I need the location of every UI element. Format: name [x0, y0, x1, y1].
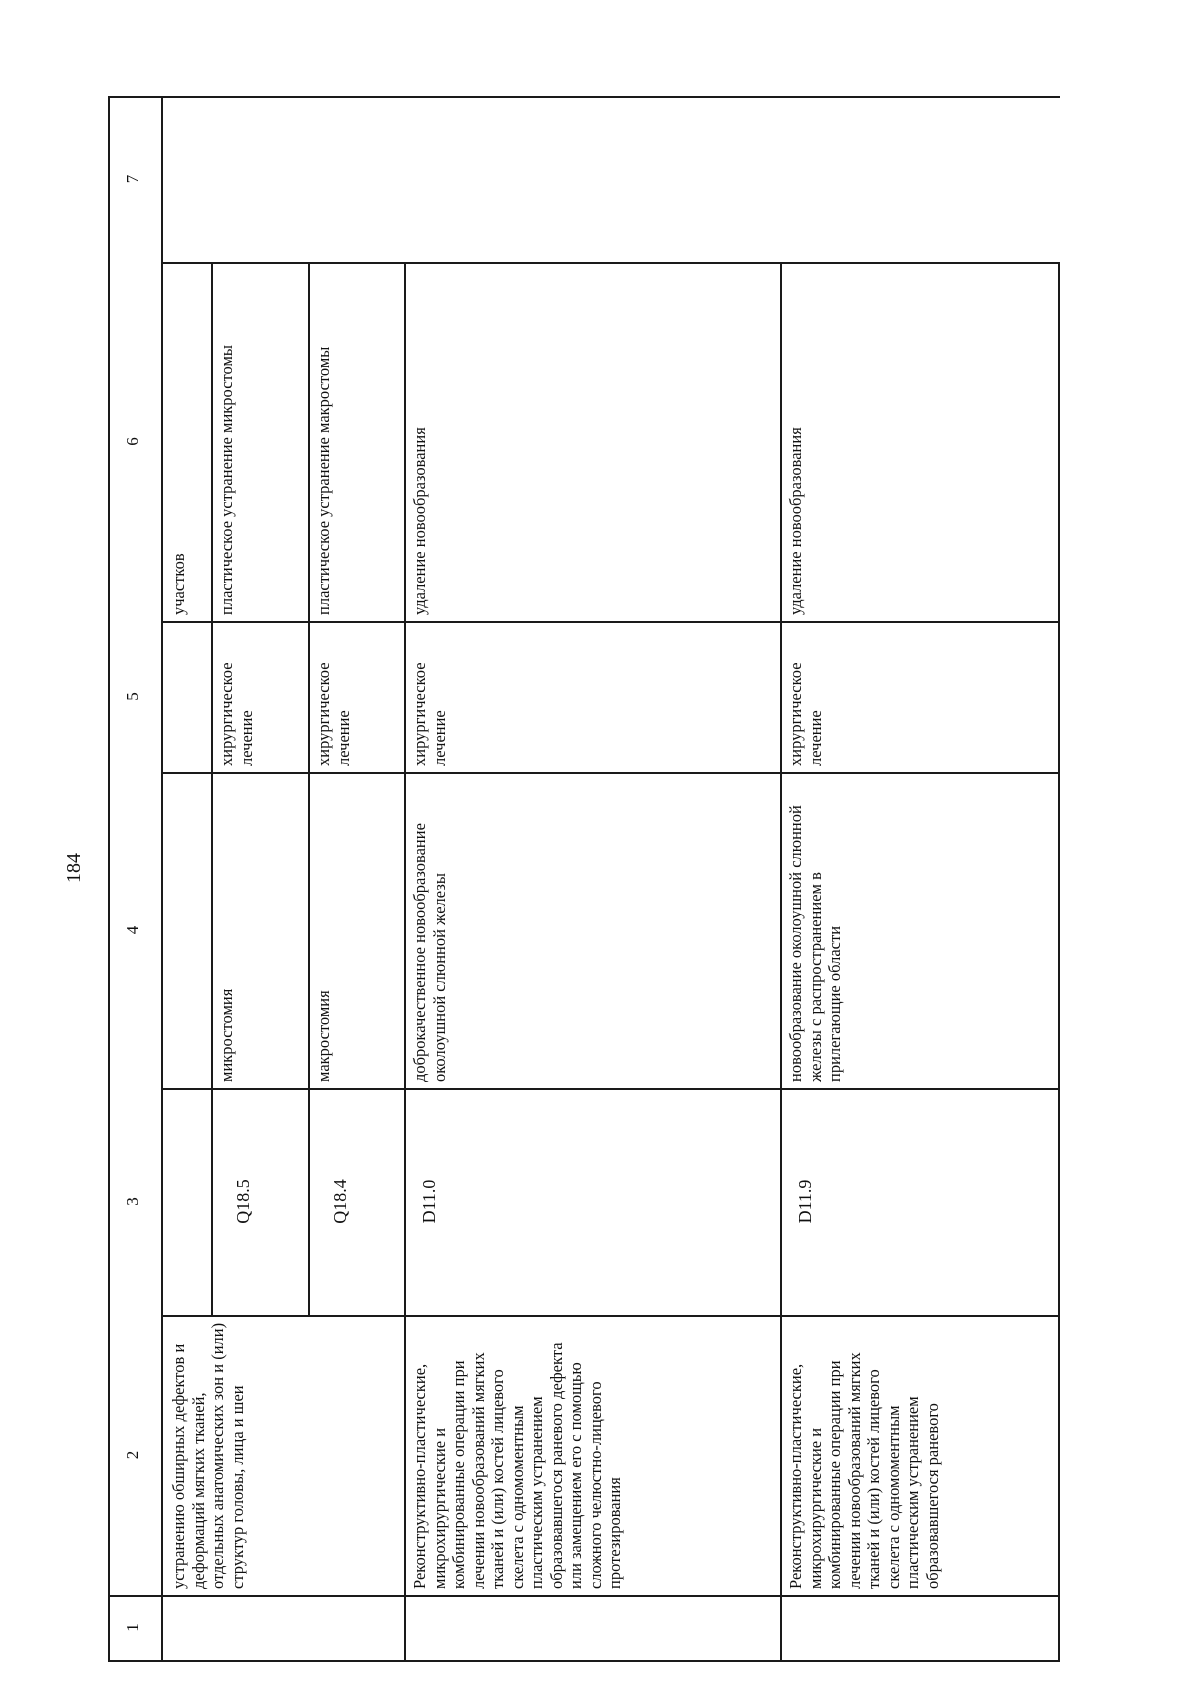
row5-col3: D11.9: [795, 1179, 815, 1224]
row3-col5: хирургическое лечение: [314, 662, 353, 766]
row4-col5: хирургическое лечение: [410, 662, 449, 766]
table-line: [108, 96, 1060, 98]
row3-col6: пластическое устранение макростомы: [314, 346, 333, 615]
page-number: 184: [63, 853, 85, 883]
row2-col3: Q18.5: [233, 1179, 253, 1224]
table-line: [1058, 262, 1060, 1660]
header-col-6: 6: [123, 437, 142, 446]
header-col-2: 2: [123, 1450, 142, 1460]
table-line: [108, 1595, 1060, 1597]
row1-col2: устранению обширных дефектов и деформаций мягких тканей, отдельных анатомических зон и (или) структур головы, лица и шеи: [169, 1322, 247, 1589]
row3-col4: макростомия: [314, 990, 333, 1082]
header-col-3: 3: [123, 1197, 142, 1206]
table-line: [108, 96, 110, 1660]
row2-col5: хирургическое лечение: [217, 662, 256, 766]
row3-col3: Q18.4: [330, 1179, 350, 1224]
table-line: [161, 1088, 1059, 1090]
row5-col6: удаление новообразования: [786, 427, 805, 615]
row1-col6: участков: [169, 553, 188, 615]
table-line: [161, 96, 163, 1660]
row2-col4: микростомия: [217, 988, 236, 1082]
header-col-5: 5: [123, 692, 142, 701]
row2-col6: пластическое устранение микростомы: [217, 345, 236, 615]
row5-col4: новообразование околоушной слюнной железы с распространением в прилегающие области: [786, 805, 844, 1082]
table-line: [108, 1660, 1060, 1662]
header-col-7: 7: [123, 174, 142, 184]
row4-col2: Реконструктивно-пластические, микрохирургические и комбинированные операции при лечении новообразований мягких тканей и (или) костей лицевого скелета с одномоментным пластическим устранением образовавшегося раневого дефекта или замещением его с помощью сложного челюстно-лицевого протезирования: [410, 1342, 624, 1589]
header-col-1: 1: [123, 1623, 142, 1632]
row5-col5: хирургическое лечение: [786, 662, 825, 766]
row4-col6: удаление новообразования: [410, 427, 429, 615]
header-col-4: 4: [123, 925, 142, 935]
row5-col2: Реконструктивно-пластические, микрохирургические и комбинированные операции при лечении новообразований мягких тканей и (или) костей лицевого скелета с одномоментным пластическим устранением образовавшегося раневого: [786, 1352, 942, 1589]
row4-col3: D11.0: [419, 1179, 439, 1224]
row4-col4: доброкачественное новообразование околоушной слюнной железы: [410, 823, 449, 1082]
